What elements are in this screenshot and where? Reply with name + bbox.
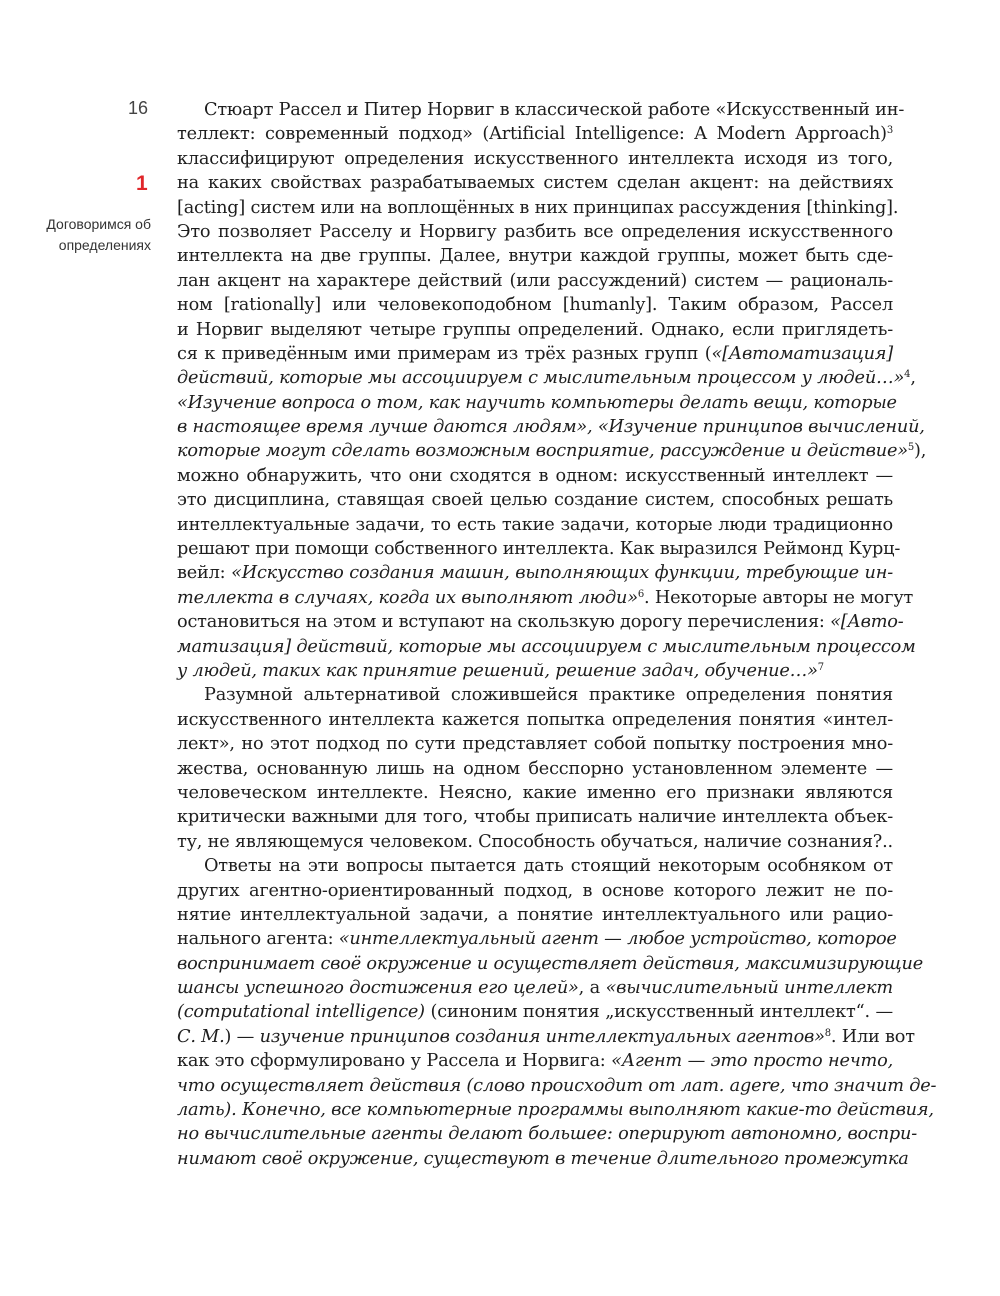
quote-text: в настоящее время лучше даются людям», «Изучение принципов вычислений, bbox=[177, 417, 925, 438]
text-run: человеческом интеллекте. Неясно, какие именно его признаки являются bbox=[177, 782, 893, 803]
text-run: и Норвиг выделяют четыре группы определений. Однако, если приглядеть- bbox=[177, 319, 893, 340]
footnote-ref: 6 bbox=[637, 588, 645, 600]
text-line bbox=[177, 1147, 909, 1171]
footnote-ref: 8 bbox=[824, 1027, 831, 1039]
text-run: вейл: bbox=[177, 563, 232, 584]
text-run: Стюарт Рассел и Питер Норвиг в классической работе «Искусственный ин- bbox=[204, 100, 905, 120]
text-line bbox=[177, 147, 893, 171]
quote-text: лать). Конечно, все компьютерные программы выполняют какие-то действия, bbox=[177, 1100, 934, 1121]
quote-text: «Агент — это просто нечто, bbox=[611, 1051, 893, 1072]
text-line bbox=[177, 781, 893, 805]
text-line bbox=[177, 464, 893, 488]
text-run: Разумной альтернативой сложившейся практике определения понятия bbox=[204, 685, 893, 706]
quote-text: «[Авто- bbox=[830, 612, 904, 633]
text-run: ту, не являющемуся человеком. Способность обучаться, наличие сознания?.. bbox=[177, 831, 893, 852]
text-line bbox=[177, 415, 925, 439]
text-line bbox=[177, 488, 893, 512]
text-line bbox=[177, 732, 893, 756]
text-line bbox=[177, 708, 893, 732]
text-line bbox=[177, 439, 927, 463]
text-run: остановиться на этом и вступают на скользкую дорогу перечисления: bbox=[177, 612, 831, 633]
text-line bbox=[177, 537, 901, 561]
text-line bbox=[177, 927, 897, 951]
text-line bbox=[177, 659, 893, 683]
quote-text: «[Автоматизация] bbox=[711, 343, 893, 364]
body-text bbox=[177, 98, 937, 1171]
chapter-number: 1 bbox=[136, 172, 148, 195]
text-line bbox=[177, 610, 904, 634]
text-run: критически важными для того, чтобы приписать наличие интеллекта объек- bbox=[177, 807, 893, 828]
text-run: лект», но этот подход по сути представляет собой попытку построения мно- bbox=[177, 734, 893, 755]
text-line bbox=[177, 1074, 937, 1098]
running-head bbox=[20, 214, 151, 256]
text-run: интеллектуальные задачи, то есть такие задачи, которые люди традиционно bbox=[177, 514, 893, 535]
text-run: как это сформулировано у Рассела и Норвига: bbox=[177, 1051, 612, 1072]
quote-text: но вычислительные агенты делают большее: оперируют автономно, воспри- bbox=[177, 1124, 917, 1145]
text-run: . Или вот bbox=[830, 1026, 915, 1047]
text-line bbox=[177, 976, 893, 1000]
text-line bbox=[177, 220, 893, 244]
text-line bbox=[177, 1025, 915, 1049]
text-run: жества, основанную лишь на одном бесспорно установленном элементе — bbox=[177, 758, 893, 779]
text-line bbox=[177, 171, 893, 195]
text-line bbox=[177, 757, 893, 781]
quote-text: у людей, таких как принятие решений, решение задач, обучение…» bbox=[177, 660, 818, 681]
text-line bbox=[177, 561, 893, 585]
text-line bbox=[177, 342, 893, 366]
text-run: можно обнаружить, что они сходятся в одном: искусственный интеллект — bbox=[177, 465, 893, 486]
text-line bbox=[177, 586, 914, 610]
footnote-ref: 3 bbox=[886, 125, 893, 137]
quote-text: что осуществляет действия (слово происходит от лат. agere, что значит де- bbox=[177, 1075, 937, 1096]
text-run: интеллекта на две группы. Далее, внутри каждой группы, может быть сде- bbox=[177, 246, 893, 267]
footnote-ref: 5 bbox=[907, 442, 915, 454]
text-line bbox=[177, 269, 893, 293]
text-line bbox=[177, 122, 893, 146]
text-run: ном [rationally] или человекоподобном [humanly]. Таким образом, Рассел bbox=[177, 295, 893, 316]
text-run: искусственного интеллекта кажется попытка определения понятия «интел- bbox=[177, 709, 893, 730]
text-line bbox=[177, 513, 893, 537]
quote-text: которые могут сделать возможным восприятие, рассуждение и действие» bbox=[177, 441, 908, 462]
running-head-line: Договоримся об bbox=[46, 216, 151, 232]
quote-text: С. М. bbox=[177, 1026, 225, 1047]
text-line bbox=[177, 1049, 893, 1073]
quote-text: нимают своё окружение, существуют в течение длительного промежутка bbox=[177, 1148, 909, 1169]
quote-text: (computational intelligence) bbox=[177, 1002, 425, 1023]
text-run: это дисциплина, ставящая своей целью создание систем, способных решать bbox=[177, 490, 893, 511]
text-line bbox=[177, 952, 923, 976]
quote-text: «Искусство создания машин, выполняющих функции, требующие ин- bbox=[231, 563, 893, 584]
text-run: решают при помощи собственного интеллекта. Как выразился Реймонд Курц- bbox=[177, 539, 901, 560]
quote-text: теллекта в случаях, когда их выполняют люди» bbox=[177, 587, 638, 608]
quote-text: «вычислительный интеллект bbox=[605, 978, 893, 999]
text-line bbox=[177, 805, 893, 829]
text-line bbox=[177, 854, 893, 878]
running-head-line: определениях bbox=[58, 237, 151, 253]
quote-text: «интеллектуальный агент — любое устройство, которое bbox=[338, 929, 897, 950]
text-line bbox=[177, 683, 893, 707]
text-run: [acting] систем или на воплощённых в них принципах рассуждения [thinking]. bbox=[177, 197, 899, 218]
text-line bbox=[177, 244, 893, 268]
text-run: других агентно-ориентированный подход, в основе которого лежит не по- bbox=[177, 880, 893, 901]
footnote-ref: 4 bbox=[904, 369, 911, 381]
text-line bbox=[177, 391, 897, 415]
text-line bbox=[177, 635, 916, 659]
text-run: лан акцент на характере действий (или рассуждений) систем — рациональ- bbox=[177, 270, 893, 291]
quote-text: «Изучение вопроса о том, как научить компьютеры делать вещи, которые bbox=[177, 392, 897, 413]
text-run: , bbox=[910, 368, 916, 389]
text-run: . Некоторые авторы не могут bbox=[644, 587, 914, 608]
quote-text: матизация] действий, которые мы ассоциируем с мыслительным процессом bbox=[177, 636, 916, 657]
quote-text: действий, которые мы ассоциируем с мыслительным процессом у людей…» bbox=[177, 368, 905, 389]
text-run: ) — bbox=[224, 1026, 260, 1047]
text-line bbox=[177, 98, 905, 122]
text-line bbox=[177, 903, 893, 927]
text-run: (синоним понятия „искусственный интеллект“. — bbox=[424, 1002, 893, 1023]
text-run: ), bbox=[914, 441, 927, 462]
text-line bbox=[177, 830, 893, 854]
text-run: классифицируют определения искусственного интеллекта исходя из того, bbox=[177, 148, 893, 169]
text-line bbox=[177, 318, 893, 342]
text-line bbox=[177, 1122, 917, 1146]
text-run: нального агента: bbox=[177, 929, 339, 950]
text-run: ся к приведённым ими примерам из трёх разных групп ( bbox=[177, 343, 712, 364]
text-run: на каких свойствах разрабатываемых систем сделан акцент: на действиях bbox=[177, 173, 893, 194]
quote-text: воспринимает своё окружение и осуществляет действия, максимизирующие bbox=[177, 953, 923, 974]
text-line bbox=[177, 293, 893, 317]
text-line bbox=[177, 879, 893, 903]
quote-text: изучение принципов создания интеллектуальных агентов» bbox=[259, 1026, 825, 1047]
text-run: Это позволяет Расселу и Норвигу разбить все определения искусственного bbox=[177, 221, 893, 242]
text-line bbox=[177, 1098, 934, 1122]
text-line bbox=[177, 366, 916, 390]
text-run: теллект: современный подход» (Artificial Intelligence: A Modern Approach) bbox=[177, 124, 887, 145]
footnote-ref: 7 bbox=[817, 661, 824, 673]
page-number: 16 bbox=[128, 98, 149, 118]
text-run: Ответы на эти вопросы пытается дать стоящий некоторым особняком от bbox=[204, 856, 893, 877]
text-run: , а bbox=[578, 978, 606, 999]
quote-text: шансы успешного достижения его целей» bbox=[177, 978, 579, 999]
text-run: нятие интеллектуальной задачи, а понятие интеллектуального или рацио- bbox=[177, 904, 893, 925]
text-line bbox=[177, 196, 899, 220]
text-line bbox=[177, 1000, 893, 1024]
